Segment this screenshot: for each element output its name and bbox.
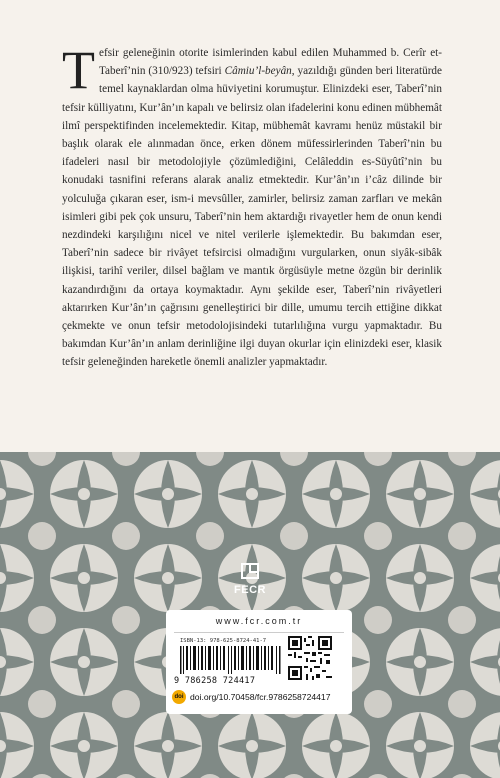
drop-cap: T bbox=[62, 40, 95, 100]
blurb-intro: efsir geleneğinin otorite isimlerinden kabul edilen Muhammed b. Cerîr et-Taberî’nin (310/923) tefsiri bbox=[99, 47, 442, 78]
back-cover-blurb bbox=[62, 40, 442, 372]
isbn-number: 9 786258 724417 bbox=[174, 676, 256, 686]
doi-url: doi.org/10.70458/fcr.9786258724417 bbox=[190, 692, 331, 702]
fecr-logo-icon bbox=[240, 562, 260, 580]
doi-logo-icon: doi bbox=[172, 690, 186, 704]
qr-code bbox=[288, 636, 332, 680]
isbn-small-label: ISBN-13: 978-625-8724-41-7 bbox=[180, 638, 267, 644]
publisher-logo bbox=[226, 562, 274, 602]
publisher-logo-text: FECR bbox=[234, 584, 266, 596]
blurb-body: , yazıldığı günden beri literatürde temel kaynaklardan olma hüviyetini korumuştur. Elinizdeki eser, Taberî’nin tefsir külliyatını, Kur’ân’ın kapalı ve belirsiz olan ifadelerini konu edinen mübhemât ilmî perspektifinden incelemektedir. Kitap, mübhemât kavramı henüz müstakil bir başlık olarak ele alınmadan önce, erken dönem müfessirlerinden Taberî’nin bu ifadeleri nasıl bir metodolojiyle çözümlediğini, Celâleddin es-Süyûtî’nin bu konudaki tasnifini referans alarak analiz etmektedir. Kur’ân’ın i’câz dilinde bir yolculuğa çıkaran eser, ism-i mevsûller, zamirler, belirsiz zaman zarfları ve mekân isimleri gibi pek çok unsuru, Taberî’nin hem aktardığı rivayetler hem de onun kendi nezdindeki karşılığını nicel ve nitel verilerle işlemektedir. Bu bakımdan eser, Taberî’nin sadece bir rivâyet tefsircisi olmadığını vurgularken, onun siyâk-sibâk ilişkisi, tarihî veriler, dilsel bağlam ve mantık örgüsüyle metne özgün bir derinlik kazandırdığını da ortaya koymaktadır. Aynı şekilde eser, Taberî’nin rivâyetleri aktarırken Kur’ân’ın çağrısını genelleştirici bir dille, umumu tercih ettiğine dikkat çekmekte ve onun tefsir metodolojisindeki tutarlılığına vurgu yapmaktadır. Bu bakımdan Kur’ân’ın anlam derinliğine ilgi duyan okurlar için elinizdeki eser, klasik tefsir geleneğinden hareketle önemli analizler yapmaktadır. bbox=[62, 65, 442, 369]
book-title-italic: Câmiu’l-beyân bbox=[224, 65, 292, 78]
doi-link[interactable] bbox=[172, 688, 331, 706]
publisher-website: www.fcr.com.tr bbox=[215, 616, 303, 626]
divider bbox=[174, 632, 344, 633]
isbn-barcode bbox=[180, 646, 282, 674]
